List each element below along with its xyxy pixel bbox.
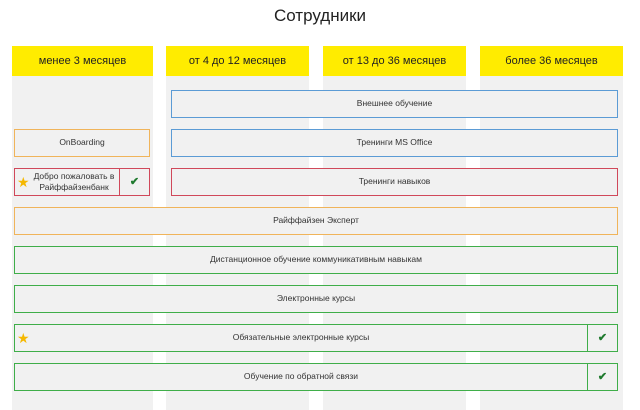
program-label: Дистанционное обучение коммуникативным навыкам (209, 254, 423, 265)
program-onboarding[interactable] (14, 129, 150, 157)
program-welcome[interactable] (14, 168, 150, 196)
program-ms-office[interactable] (171, 129, 618, 157)
program-label: Тренинги навыков (358, 176, 431, 187)
program-label: Добро пожаловать в Райффайзенбанк (33, 170, 115, 192)
program-label: Обучение по обратной связи (243, 371, 359, 382)
program-label: OnBoarding (59, 137, 105, 148)
star-icon: ★ (17, 330, 30, 346)
column-header: от 4 до 12 месяцев (166, 46, 309, 76)
checkmark-icon: ✔ (587, 364, 617, 390)
program-feedback-training[interactable] (14, 363, 618, 391)
program-label: Тренинги MS Office (356, 137, 433, 148)
page-title: Сотрудники (273, 6, 367, 25)
checkmark-icon: ✔ (587, 325, 617, 351)
program-label: Внешнее обучение (356, 98, 433, 109)
program-label: Райффайзен Эксперт (273, 215, 359, 226)
checkmark-icon: ✔ (119, 169, 149, 195)
program-mandatory-e-courses[interactable] (14, 324, 618, 352)
program-label: Обязательные электронные курсы (232, 332, 370, 343)
column-header: более 36 месяцев (480, 46, 623, 76)
program-raiffeisen-expert[interactable] (14, 207, 618, 235)
program-label: Электронные курсы (276, 293, 356, 304)
column-header: менее 3 месяцев (12, 46, 153, 76)
program-skills-training[interactable] (171, 168, 618, 196)
star-icon: ★ (17, 174, 30, 190)
program-e-courses[interactable] (14, 285, 618, 313)
column-header: от 13 до 36 месяцев (323, 46, 466, 76)
program-distance-learning[interactable] (14, 246, 618, 274)
program-external-training[interactable] (171, 90, 618, 118)
